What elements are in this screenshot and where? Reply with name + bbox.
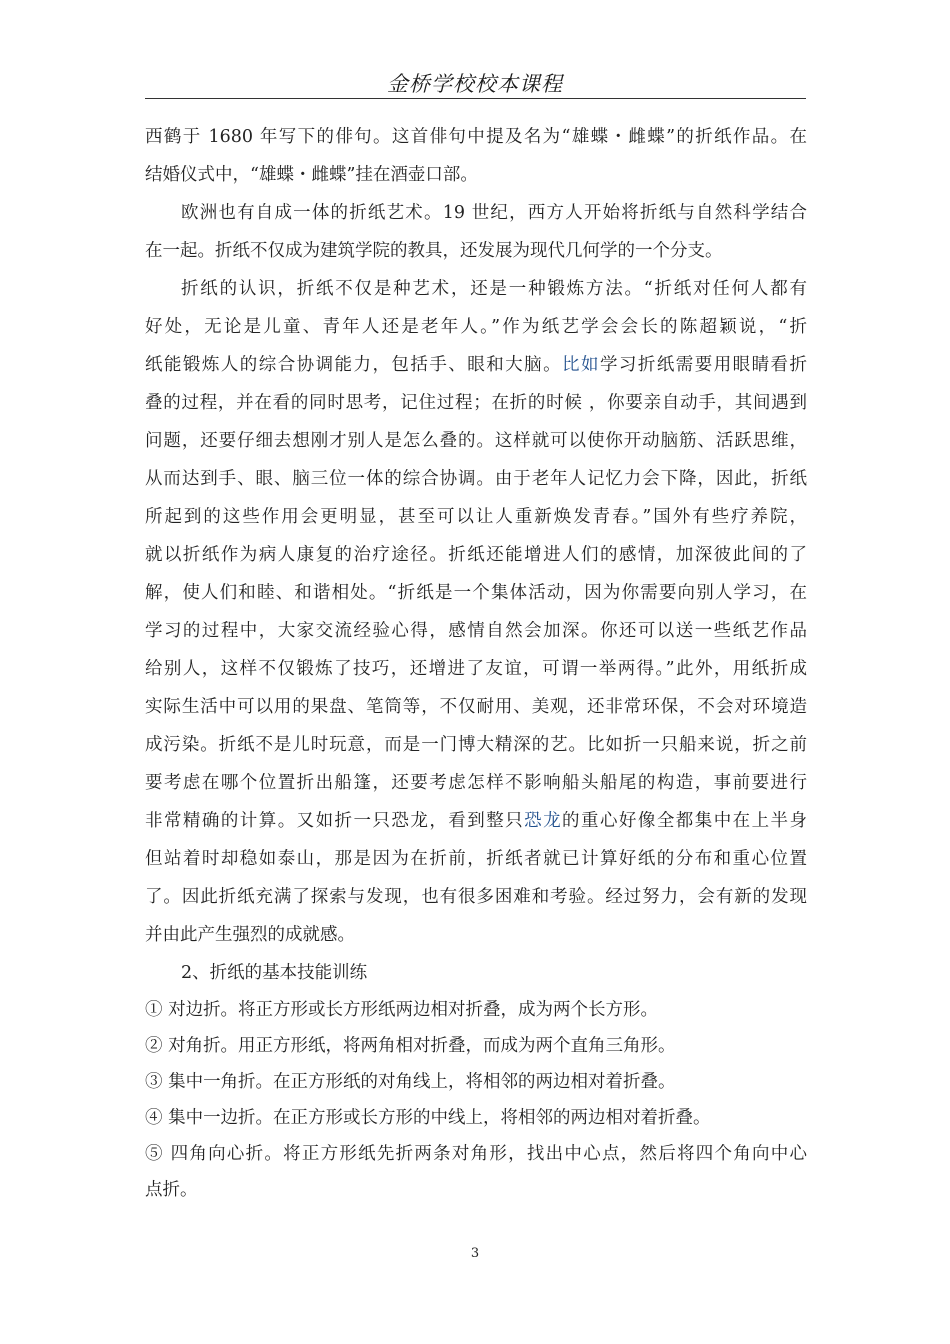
- list-item: ② 对角折。用正方形纸，将两角相对折叠，而成为两个直角三角形。: [145, 1036, 676, 1056]
- text-span: 的重心好像全都集中在上半身: [562, 811, 808, 831]
- page-header-title: 金桥学校校本课程: [387, 72, 563, 96]
- paragraph-line: 叠的过程，并在看的同时思考，记住过程；在折的时候 ，你要亲自动手，其间遇到: [145, 393, 807, 413]
- paragraph-line: 问题，还要仔细去想刚才别人是怎么叠的。这样就可以使你开动脑筋、活跃思维，: [145, 431, 807, 451]
- hyperlink-konglong[interactable]: 恐龙: [524, 811, 563, 831]
- section-heading: 2、折纸的基本技能训练: [181, 963, 368, 983]
- paragraph-line: 了。因此折纸充满了探索与发现，也有很多困难和考验。经过努力，会有新的发现: [145, 887, 807, 907]
- paragraph-line: 成污染。折纸不是儿时玩意，而是一门博大精深的艺。比如折一只船来说，折之前: [145, 735, 807, 755]
- paragraph-line: 解，使人们和睦、和谐相处。“折纸是一个集体活动，因为你需要向别人学习，在: [145, 583, 807, 603]
- hyperlink-biru[interactable]: 比如: [562, 355, 600, 375]
- text-span: 非常精确的计算。又如折一只恐龙，看到整只: [145, 811, 525, 831]
- paragraph-line: 所起到的这些作用会更明显，甚至可以让人重新焕发青春。”国外有些疗养院，: [145, 507, 807, 527]
- text-span: 学习折纸需要用眼睛看折: [599, 355, 808, 375]
- body-text: [145, 118, 807, 1208]
- paragraph-line: [145, 346, 807, 384]
- paragraph-line: 就以折纸作为病人康复的治疗途径。折纸还能增进人们的感情，加深彼此间的了: [145, 545, 807, 565]
- list-item: ① 对边折。将正方形或长方形纸两边相对折叠，成为两个长方形。: [145, 1000, 659, 1020]
- paragraph-line: [145, 802, 807, 840]
- paragraph-line: 折纸的认识，折纸不仅是种艺术，还是一种锻炼方法。“折纸对任何人都有: [181, 279, 807, 299]
- paragraph-line: 但站着时却稳如泰山，那是因为在折前，折纸者就已计算好纸的分布和重心位置: [145, 849, 807, 869]
- list-item: ④ 集中一边折。在正方形或长方形的中线上，将相邻的两边相对着折叠。: [145, 1108, 711, 1128]
- list-item: ⑤ 四角向心折。将正方形纸先折两条对角形，找出中心点，然后将四个角向中心: [145, 1144, 807, 1164]
- paragraph-line: 实际生活中可以用的果盘、笔筒等，不仅耐用、美观，还非常环保，不会对环境造: [145, 697, 807, 717]
- paragraph-line: 在一起。折纸不仅成为建筑学院的教具，还发展为现代几何学的一个分支。: [145, 241, 723, 261]
- paragraph-line: 给别人，这样不仅锻炼了技巧，还增进了友谊，可谓一举两得。”此外，用纸折成: [145, 659, 807, 679]
- page-number: 3: [470, 1246, 480, 1261]
- paragraph-line: 要考虑在哪个位置折出船篷，还要考虑怎样不影响船头船尾的构造，事前要进行: [145, 773, 807, 793]
- paragraph-line: 好处，无论是儿童、青年人还是老年人。”作为纸艺学会会长的陈超颖说，“折: [145, 317, 807, 337]
- paragraph-line: 学习的过程中，大家交流经验心得，感情自然会加深。你还可以送一些纸艺作品: [145, 621, 807, 641]
- list-item: ③ 集中一角折。在正方形纸的对角线上，将相邻的两边相对着折叠。: [145, 1072, 676, 1092]
- paragraph-line: 并由此产生强烈的成就感。: [145, 925, 355, 945]
- text-span: 纸能锻炼人的综合协调能力，包括手、眼和大脑。: [145, 355, 563, 375]
- paragraph-line: 从而达到手、眼、脑三位一体的综合协调。由于老年人记忆力会下降，因此，折纸: [145, 469, 807, 489]
- paragraph-line: 结婚仪式中，“雄蝶・雌蝶”挂在酒壶口部。: [145, 165, 478, 185]
- list-item-continuation: 点折。: [145, 1180, 198, 1200]
- paragraph-line: 欧洲也有自成一体的折纸艺术。19 世纪，西方人开始将折纸与自然科学结合: [181, 203, 807, 223]
- header-divider: [145, 98, 806, 99]
- paragraph-line: 西鹤于 1680 年写下的俳句。这首俳句中提及名为“雄蝶・雌蝶”的折纸作品。在: [145, 127, 807, 147]
